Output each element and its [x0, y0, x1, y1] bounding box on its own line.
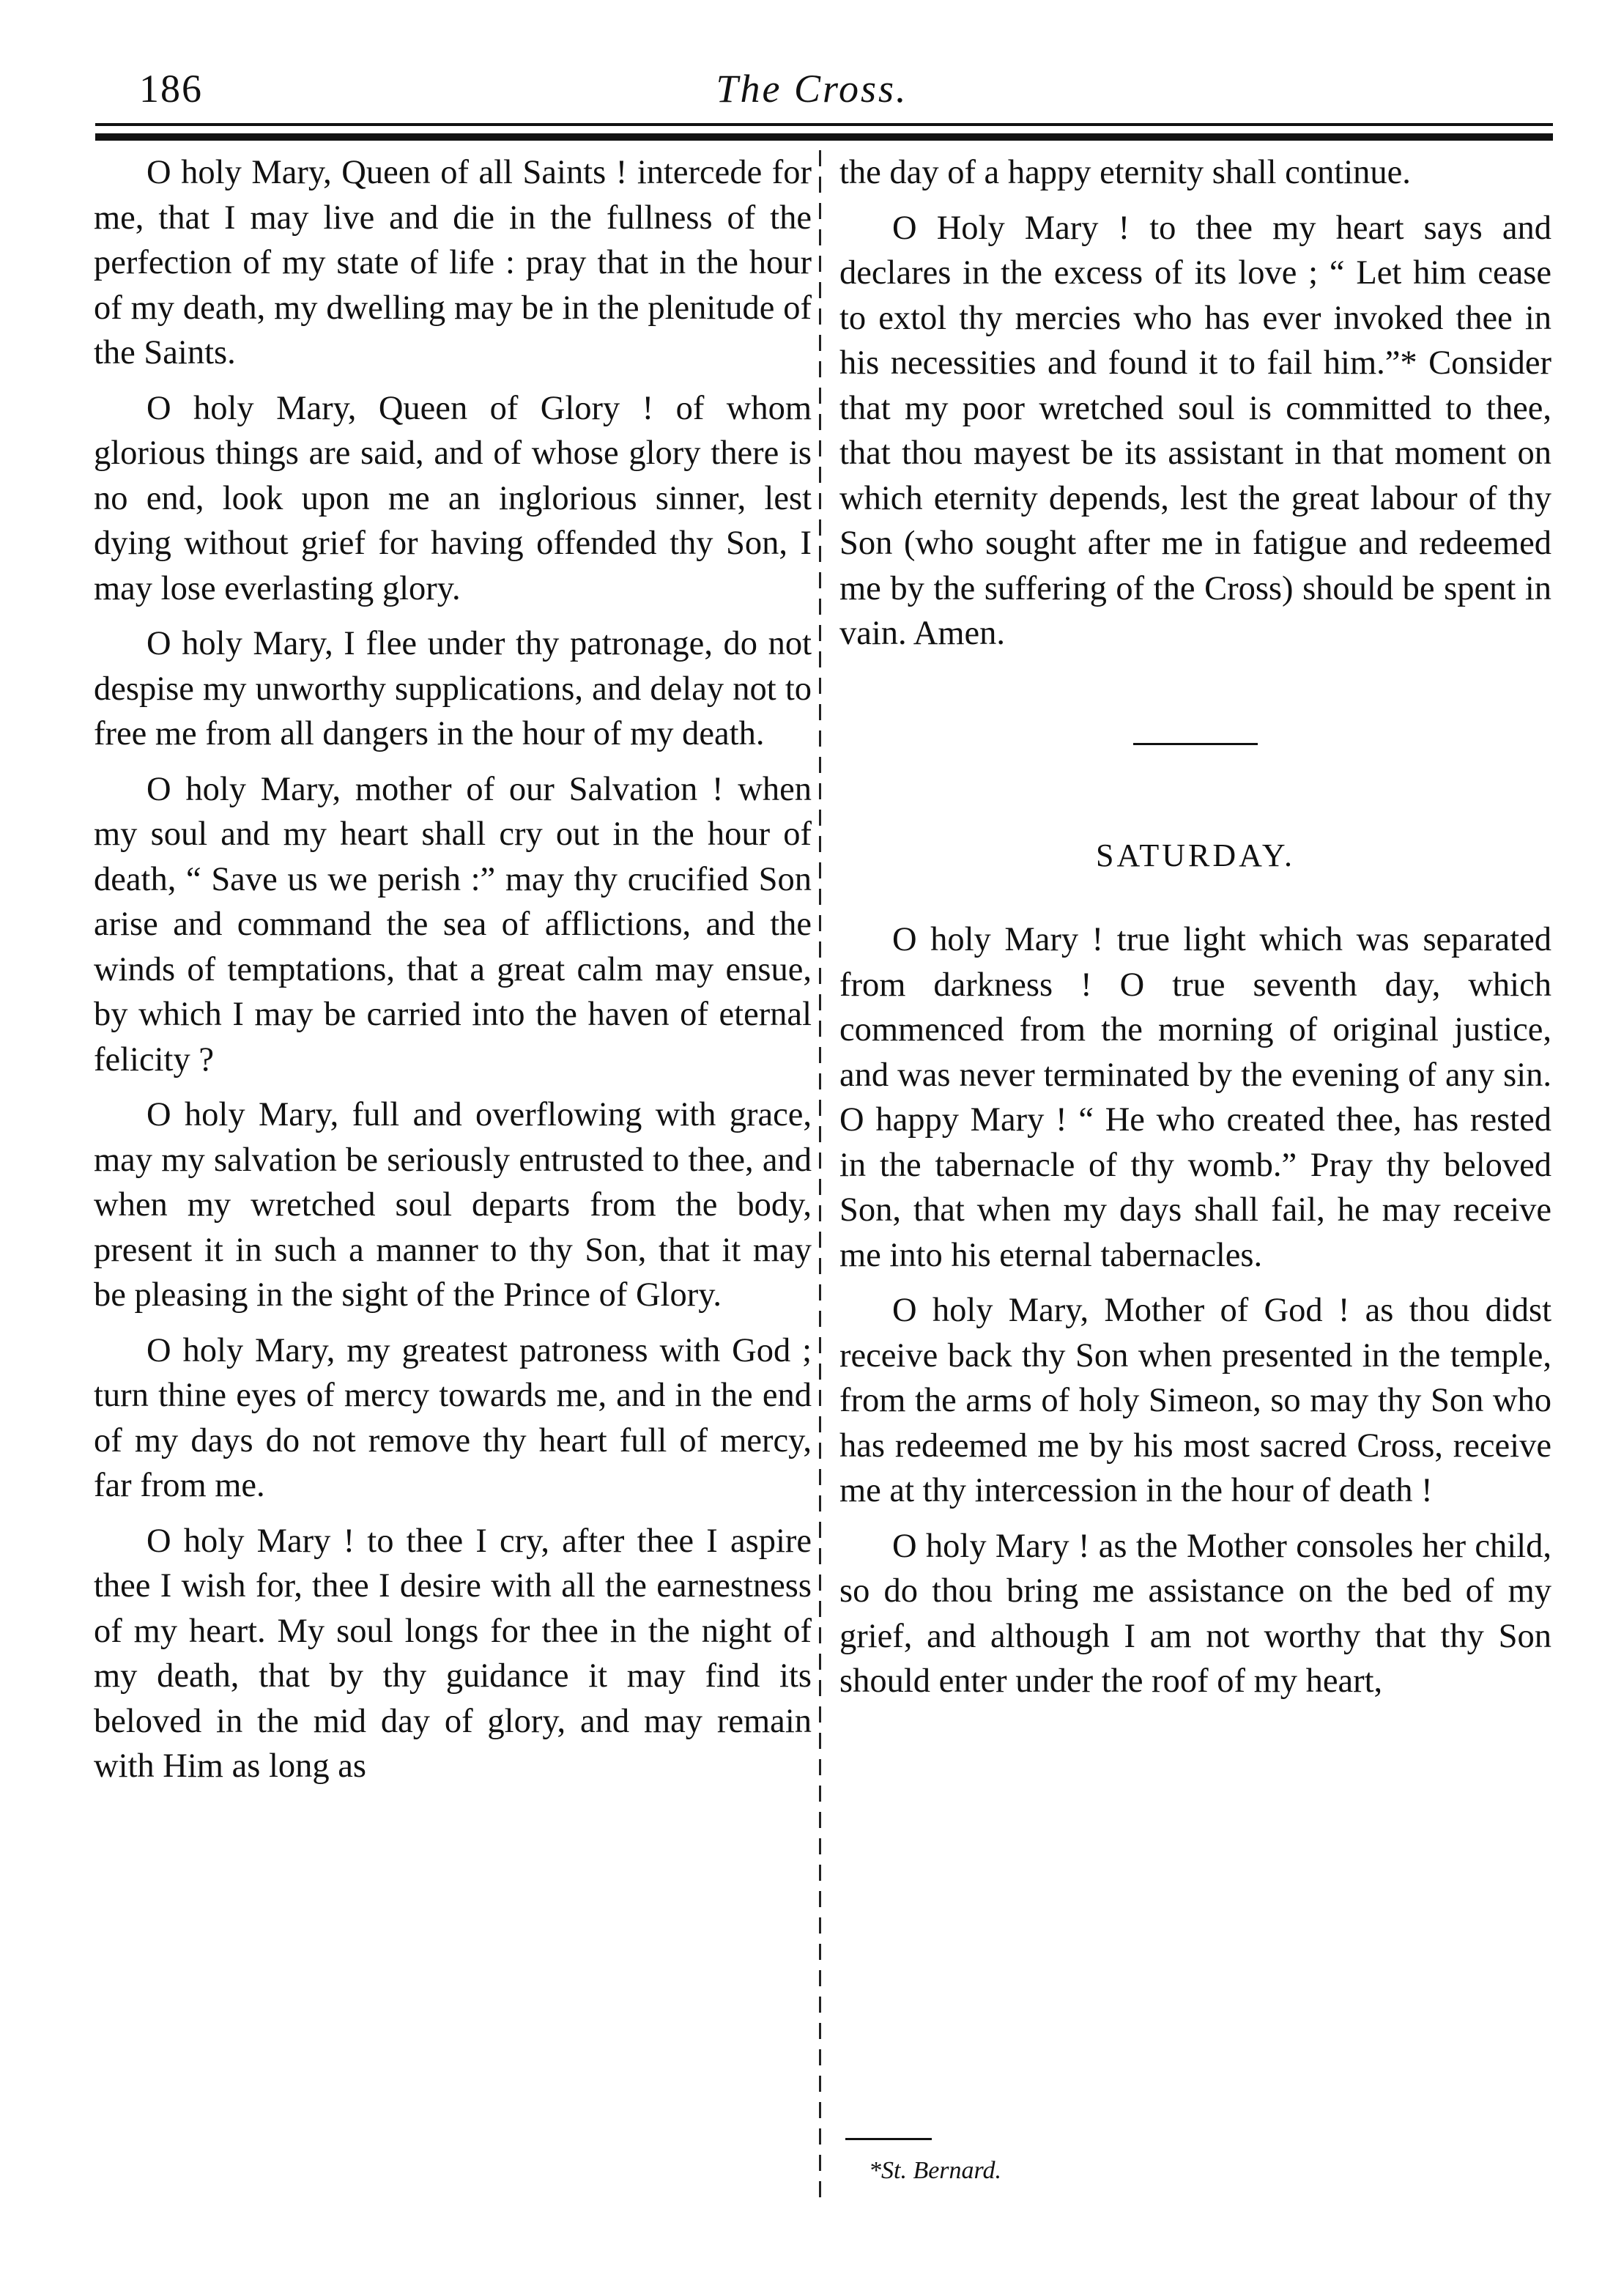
- prayer-paragraph: O holy Mary ! as the Mother consoles her child, so do thou bring me assistance on the bed of my grief, and although I am not worthy that thy Son should enter under the roof of my heart,: [839, 1527, 1551, 1700]
- right-column: [839, 150, 1551, 1714]
- prayer-paragraph: O holy Mary, I flee under thy patronage, do not despise my unworthy supplications, and delay not to free me from all dangers in the hour of my death.: [94, 625, 812, 752]
- prayer-paragraph: O holy Mary ! true light which was separated from darkness ! O true seventh day, which commenced from the morning of original justice, and was never terminated by the evening of any sin. O happy Mary ! “ He who created thee, has rested in the tabernacle of thy womb.” Pray thy beloved Son, that when my days shall fail, he may receive me into his eternal tabernacles.: [839, 921, 1551, 1274]
- prayer-paragraph: O holy Mary, mother of our Salvation ! when my soul and my heart shall cry out in the hour of death, “ Save us we perish :” may thy crucified Son arise and command the sea of afflictions, and the winds of temptations, that a great calm may ensue, by which I may be carried into the haven of eternal felicity ?: [94, 770, 812, 1078]
- section-heading: SATURDAY.: [1096, 837, 1295, 873]
- continued-paragraph: the day of a happy eternity shall continue.: [839, 154, 1411, 191]
- footnote: *St. Bernard.: [869, 2157, 1002, 2184]
- column-divider: [819, 150, 821, 2198]
- left-column: [94, 150, 812, 1799]
- prayer-paragraph: O Holy Mary ! to thee my heart says and declares in the excess of its love ; “ Let him cease to extol thy mercies who has ever invoked thee in his necessities and found it to fail him.”* Consider that my poor wretched soul is committed to thee, that thou mayest be its assistant in that moment on which eternity depends, lest the great labour of thy Son (who sought after me in fatigue and redeemed me by the suffering of the Cross) should be spent in vain. Amen.: [839, 209, 1551, 652]
- section-divider: [1133, 743, 1258, 745]
- footnote-rule: [845, 2138, 932, 2140]
- prayer-paragraph: O holy Mary, Queen of all Saints ! intercede for me, that I may live and die in the fullness of the perfection of my state of life : pray that in the hour of my death, my dwelling may be in the plenitude of the Saints.: [94, 154, 812, 371]
- prayer-paragraph: O holy Mary, full and overflowing with grace, may my salvation be seriously entrusted to thee, and when my wretched soul departs from the body, present it in such a manner to thy Son, that it may be pleasing in the sight of the Prince of Glory.: [94, 1096, 812, 1314]
- prayer-paragraph: O holy Mary, Queen of Glory ! of whom glorious things are said, and of whose glory there is no end, look upon me an inglorious sinner, lest dying without grief for having offended thy Son, I may lose everlasting glory.: [94, 389, 812, 607]
- running-title: The Cross.: [716, 67, 908, 111]
- header-rule-thin: [95, 123, 1553, 126]
- prayer-paragraph: O holy Mary, my greatest patroness with God ; turn thine eyes of mercy towards me, and in the end of my days do not remove thy heart full of mercy, far from me.: [94, 1331, 812, 1504]
- page-number: 186: [139, 67, 203, 111]
- header-rule-thick: [95, 133, 1553, 141]
- prayer-paragraph: O holy Mary ! to thee I cry, after thee I aspire thee I wish for, thee I desire with all the earnestness of my heart. My soul longs for thee in the night of my death, that by thy guidance it may find its beloved in the mid day of glory, and may remain with Him as long as: [94, 1522, 812, 1785]
- prayer-paragraph: O holy Mary, Mother of God ! as thou didst receive back thy Son when presented in the temple, from the arms of holy Simeon, so may thy Son who has redeemed me by his most sacred Cross, receive me at thy intercession in the hour of death !: [839, 1292, 1551, 1509]
